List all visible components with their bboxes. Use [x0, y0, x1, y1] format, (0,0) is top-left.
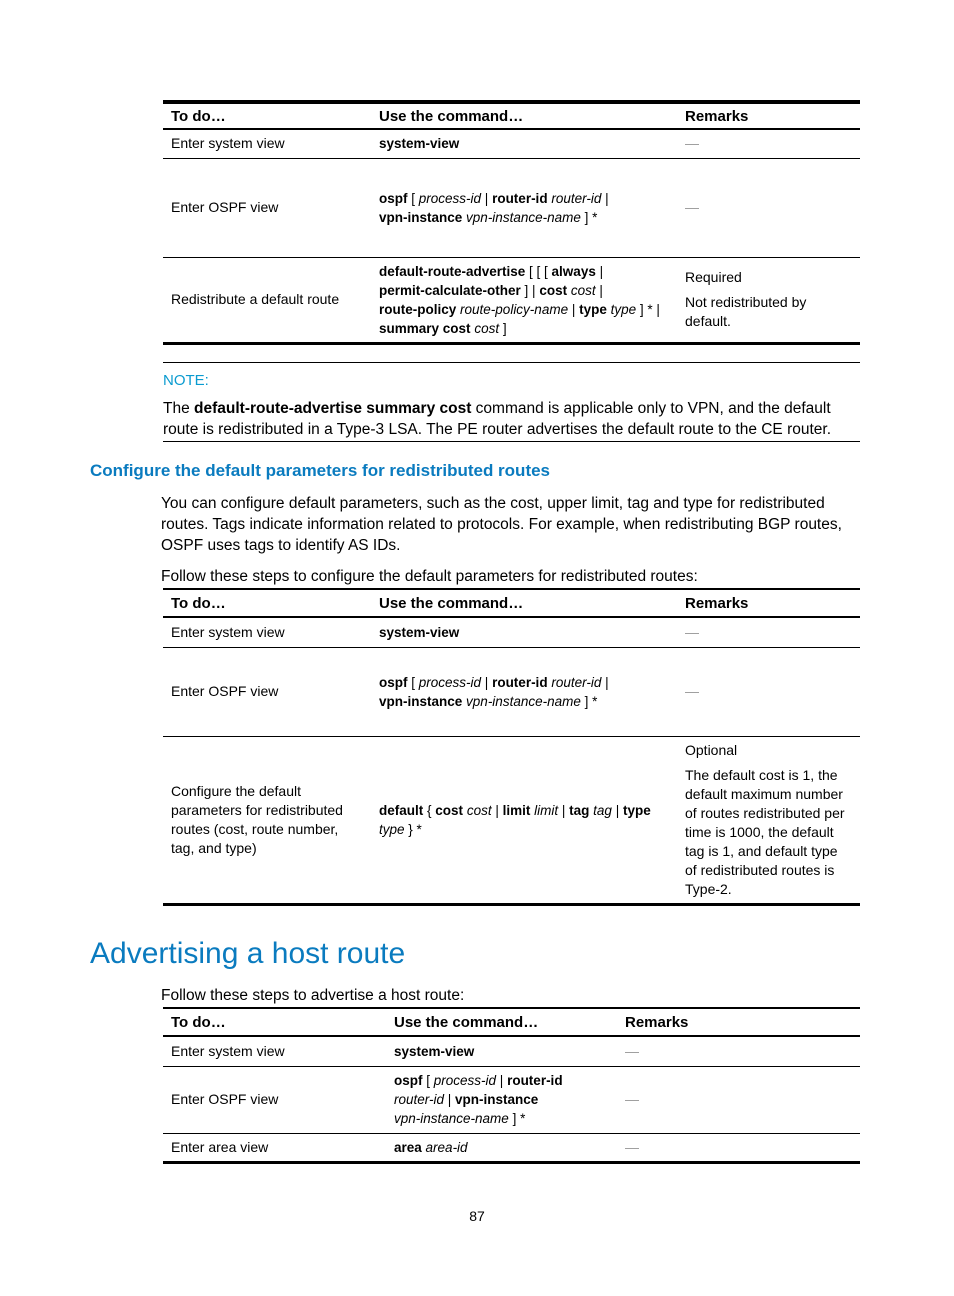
remarks-cell: Optional The default cost is 1, the default maximum number of routes redistributed per time is 1000, the default tag is 1, and default type of redistributed routes is Type-2.: [685, 741, 845, 897]
table-ospf-default-route: [163, 100, 860, 345]
todo-cell: Enter system view: [163, 617, 371, 647]
command-cell: system-view: [371, 617, 677, 647]
header-remarks: Remarks: [677, 102, 860, 129]
section-paragraph: Follow these steps to advertise a host route:: [161, 987, 465, 1004]
header-todo: To do…: [163, 589, 371, 617]
chapter-heading: Advertising a host route: [90, 937, 406, 970]
note-text: The default-route-advertise summary cost command is applicable only to VPN, and the default route is redistributed in a Type-3 LSA. The PE router advertises the default route to the CE router.: [163, 400, 832, 438]
page-number: 87: [469, 1208, 485, 1224]
table-header-row: [163, 1008, 860, 1036]
remarks-cell: —: [677, 129, 860, 158]
table-row: [163, 158, 860, 257]
header-command: Use the command…: [371, 589, 677, 617]
command-cell: system-view: [386, 1036, 617, 1066]
todo-cell: Redistribute a default route: [171, 291, 340, 307]
section-heading: Configure the default parameters for redistributed routes: [90, 461, 551, 480]
command-cell: ospf [ process-id | router-id router-id | vpn-instance vpn-instance-name ] *: [371, 647, 677, 736]
section-paragraph: Follow these steps to configure the default parameters for redistributed routes:: [161, 568, 698, 585]
todo-cell: Enter OSPF view: [163, 647, 371, 736]
header-todo: To do…: [163, 1008, 386, 1036]
table-row: [163, 1036, 860, 1066]
table-row: [163, 647, 860, 736]
table-row: [163, 257, 860, 343]
todo-cell: Configure the default parameters for redistributed routes (cost, route number, tag, and type): [171, 782, 343, 856]
section-paragraph: You can configure default parameters, such as the cost, upper limit, tag and type for redistributed routes. Tags indicate information related to protocols. For example, when redistributing BGP routes, OSPF uses tags to identify AS IDs.: [161, 495, 842, 554]
todo-cell: Enter system view: [163, 1036, 386, 1066]
remarks-cell: Required Not redistributed by default.: [685, 269, 807, 329]
table-row: [163, 1066, 860, 1133]
todo-cell: Enter OSPF view: [163, 158, 371, 257]
remarks-cell: —: [617, 1036, 860, 1066]
header-remarks: Remarks: [617, 1008, 860, 1036]
remarks-cell: —: [677, 617, 860, 647]
command-cell: ospf [ process-id | router-id router-id | vpn-instance vpn-instance-name ] *: [371, 158, 677, 257]
todo-cell: Enter system view: [163, 129, 371, 158]
table-header-row: [163, 589, 860, 617]
table-row: [163, 736, 860, 904]
note-label: NOTE:: [163, 372, 209, 389]
todo-cell: Enter area view: [171, 1138, 269, 1155]
remarks-cell: —: [625, 1138, 639, 1155]
note-box: [163, 362, 860, 442]
command-cell: default { cost cost | limit limit | tag tag | type type } *: [379, 802, 651, 837]
table-host-route: [163, 1007, 860, 1164]
command-cell: system-view: [371, 129, 677, 158]
table-header-row: [163, 102, 860, 129]
table-row: [163, 617, 860, 647]
table-default-parameters: [163, 588, 860, 906]
remarks-cell: —: [617, 1066, 860, 1133]
header-remarks: Remarks: [677, 589, 860, 617]
remarks-cell: —: [677, 158, 860, 257]
command-cell: default-route-advertise [ [ [ always | permit-calculate-other ] | cost cost | route-policy route-policy-name | type type ] * | summary cost cost ]: [379, 263, 660, 336]
table-row: [163, 1133, 860, 1162]
header-command: Use the command…: [386, 1008, 617, 1036]
table-row: [163, 129, 860, 158]
command-cell: area area-id: [394, 1139, 468, 1155]
command-cell: ospf [ process-id | router-id router-id | vpn-instance vpn-instance-name ] *: [386, 1066, 617, 1133]
todo-cell: Enter OSPF view: [163, 1066, 386, 1133]
header-command: Use the command…: [371, 102, 677, 129]
remarks-cell: —: [677, 647, 860, 736]
header-todo: To do…: [163, 102, 371, 129]
